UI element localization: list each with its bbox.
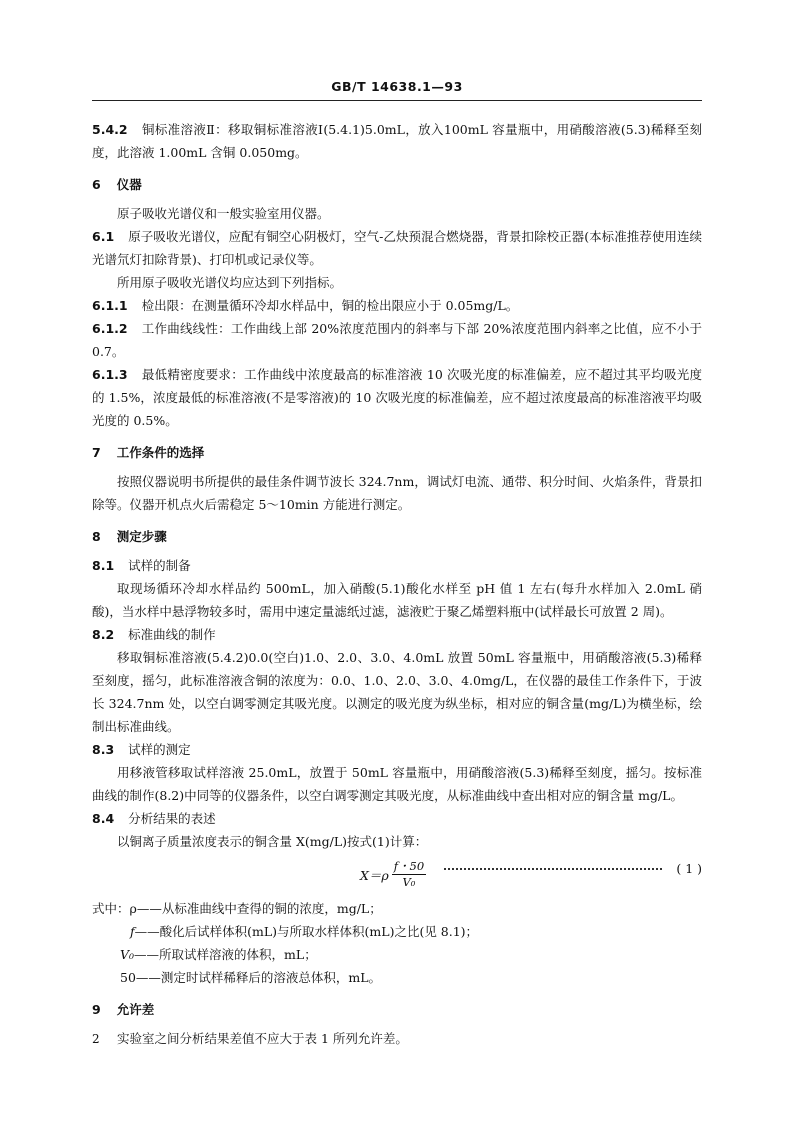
clause-title: 试样的测定 <box>128 742 191 757</box>
where-line-rho <box>92 897 702 920</box>
formula-lhs: X＝ρ <box>360 867 389 883</box>
page-number: 2 <box>92 1032 100 1046</box>
formula-leader-dots <box>444 867 662 870</box>
subsection-8-3-heading <box>92 738 702 761</box>
section-7-text: 按照仪器说明书所提供的最佳条件调节波长 324.7nm，调试灯电流、通带、积分时间、火焰条件，背景扣除等。仪器开机点火后需稳定 5～10min 方能进行测定。 <box>92 474 702 512</box>
formula-fraction <box>392 859 426 890</box>
where-symbol: 式中：ρ—— <box>92 901 162 916</box>
section-title: 工作条件的选择 <box>116 445 205 460</box>
where-symbol: V₀—— <box>120 947 160 962</box>
clause-5-4-2 <box>92 118 702 164</box>
where-symbol: f—— <box>130 924 160 939</box>
clause-text: 工作曲线线性：工作曲线上部 20%浓度范围内的斜率与下部 20%浓度范围内斜率之比值，应不小于 0.7。 <box>92 321 702 359</box>
clause-number: 5.4.2 <box>92 122 128 137</box>
clause-number: 6.1.2 <box>92 321 128 336</box>
subsection-8-4-heading <box>92 807 702 830</box>
section-number: 9 <box>92 1002 101 1017</box>
where-text: 所取试样溶液的体积，mL； <box>159 947 317 962</box>
formula-numerator: f・50 <box>393 859 425 873</box>
where-text: 测定时试样稀释后的溶液总体积，mL。 <box>160 970 382 985</box>
clause-text: 检出限：在测量循环冷却水样品中，铜的检出限应小于 0.05mg/L。 <box>141 298 519 313</box>
where-line-f <box>92 920 702 943</box>
section-6-intro: 原子吸收光谱仪和一般实验室用仪器。 <box>117 206 330 221</box>
clause-number: 8.2 <box>92 627 115 642</box>
where-line-50 <box>92 966 702 989</box>
page-header: GB/T 14638.1—93 <box>331 79 463 94</box>
formula-denominator: V₀ <box>402 875 416 889</box>
page-content <box>92 118 702 1050</box>
clause-title: 分析结果的表述 <box>128 811 216 826</box>
clause-6-1-3 <box>92 363 702 432</box>
equation-number: ( 1 ) <box>676 861 702 876</box>
section-title: 测定步骤 <box>116 529 167 544</box>
where-symbol: 50—— <box>120 970 161 985</box>
subsection-8-3-text: 用移液管移取试样溶液 25.0mL，放置于 50mL 容量瓶中，用硝酸溶液(5.3)稀释至刻度，摇匀。按标准曲线的制作(8.2)中同等的仪器条件，以空白调零测定其吸光度，从标准曲线中查出相对应的铜含量 mg/L。 <box>92 765 702 803</box>
section-7-heading <box>92 441 702 464</box>
where-text: 从标准曲线中查得的铜的浓度，mg/L； <box>161 901 382 916</box>
clause-text: 铜标准溶液Ⅱ：移取铜标准溶液Ⅰ(5.4.1)5.0mL，放入100mL 容量瓶中，用硝酸溶液(5.3)稀释至刻度，此溶液 1.00mL 含铜 0.050mg。 <box>92 122 702 160</box>
section-number: 7 <box>92 445 101 460</box>
clause-title: 试样的制备 <box>128 558 191 573</box>
clause-number: 6.1 <box>92 229 115 244</box>
clause-text: 最低精密度要求：工作曲线中浓度最高的标准溶液 10 次吸光度的标准偏差，应不超过其平均吸光度的 1.5%，浓度最低的标准溶液(不是零溶液)的 10 次吸光度的标准偏差，应不超过浓度最高的标准溶液平均吸光度的 0.5%。 <box>92 367 702 428</box>
section-title: 仪器 <box>116 177 142 192</box>
clause-number: 8.4 <box>92 811 115 826</box>
subsection-8-4-text: 以铜离子质量浓度表示的铜含量 X(mg/L)按式(1)计算： <box>117 834 428 849</box>
formula-1 <box>92 855 702 895</box>
subsection-8-2-heading <box>92 623 702 646</box>
clause-number: 6.1.3 <box>92 367 128 382</box>
section-6-heading <box>92 173 702 196</box>
section-9-heading <box>92 998 702 1021</box>
clause-6-1 <box>92 225 702 271</box>
subsection-8-2-text: 移取铜标准溶液(5.4.2)0.0(空白)1.0、2.0、3.0、4.0mL 放置 50mL 容量瓶中，用硝酸溶液(5.3)稀释至刻度，摇匀，此标准溶液含铜的浓度为：0.0、1.0、2.0、3.0、4.0mg/L，在仪器的最佳工作条件下，于波长 324.7nm 处，以空白调零测定其吸光度。以测定的吸光度为纵坐标，相对应的铜含量(mg/L)为横坐标，绘制出标准曲线。 <box>92 650 702 734</box>
clause-6-1-1 <box>92 294 702 317</box>
formula-expression <box>360 859 426 890</box>
subsection-8-1-text: 取现场循环冷却水样品约 500mL，加入硝酸(5.1)酸化水样至 pH 值 1 左右(每升水样加入 2.0mL 硝酸)，当水样中悬浮物较多时，需用中速定量滤纸过滤，滤液贮于聚乙烯塑料瓶中(试样最长可放置 2 周)。 <box>92 581 702 619</box>
section-number: 8 <box>92 529 101 544</box>
section-8-heading <box>92 525 702 548</box>
clause-number: 6.1.1 <box>92 298 128 313</box>
section-9-text: 实验室之间分析结果差值不应大于表 1 所列允许差。 <box>117 1031 408 1046</box>
section-title: 允许差 <box>116 1002 155 1017</box>
section-number: 6 <box>92 177 101 192</box>
where-text: 酸化后试样体积(mL)与所取水样体积(mL)之比(见 8.1)； <box>159 924 479 939</box>
clause-number: 8.3 <box>92 742 115 757</box>
clause-text: 原子吸收光谱仪，应配有铜空心阴极灯，空气-乙炔预混合燃烧器，背景扣除校正器(本标准推荐使用连续光谱氘灯扣除背景)、打印机或记录仪等。 <box>92 229 702 267</box>
header-rule <box>92 100 702 101</box>
clause-6-1-2 <box>92 317 702 363</box>
subsection-8-1-heading <box>92 554 702 577</box>
clause-number: 8.1 <box>92 558 115 573</box>
clause-title: 标准曲线的制作 <box>128 627 216 642</box>
where-line-v0 <box>92 943 702 966</box>
clause-6-1-note: 所用原子吸收光谱仪均应达到下列指标。 <box>117 275 343 290</box>
